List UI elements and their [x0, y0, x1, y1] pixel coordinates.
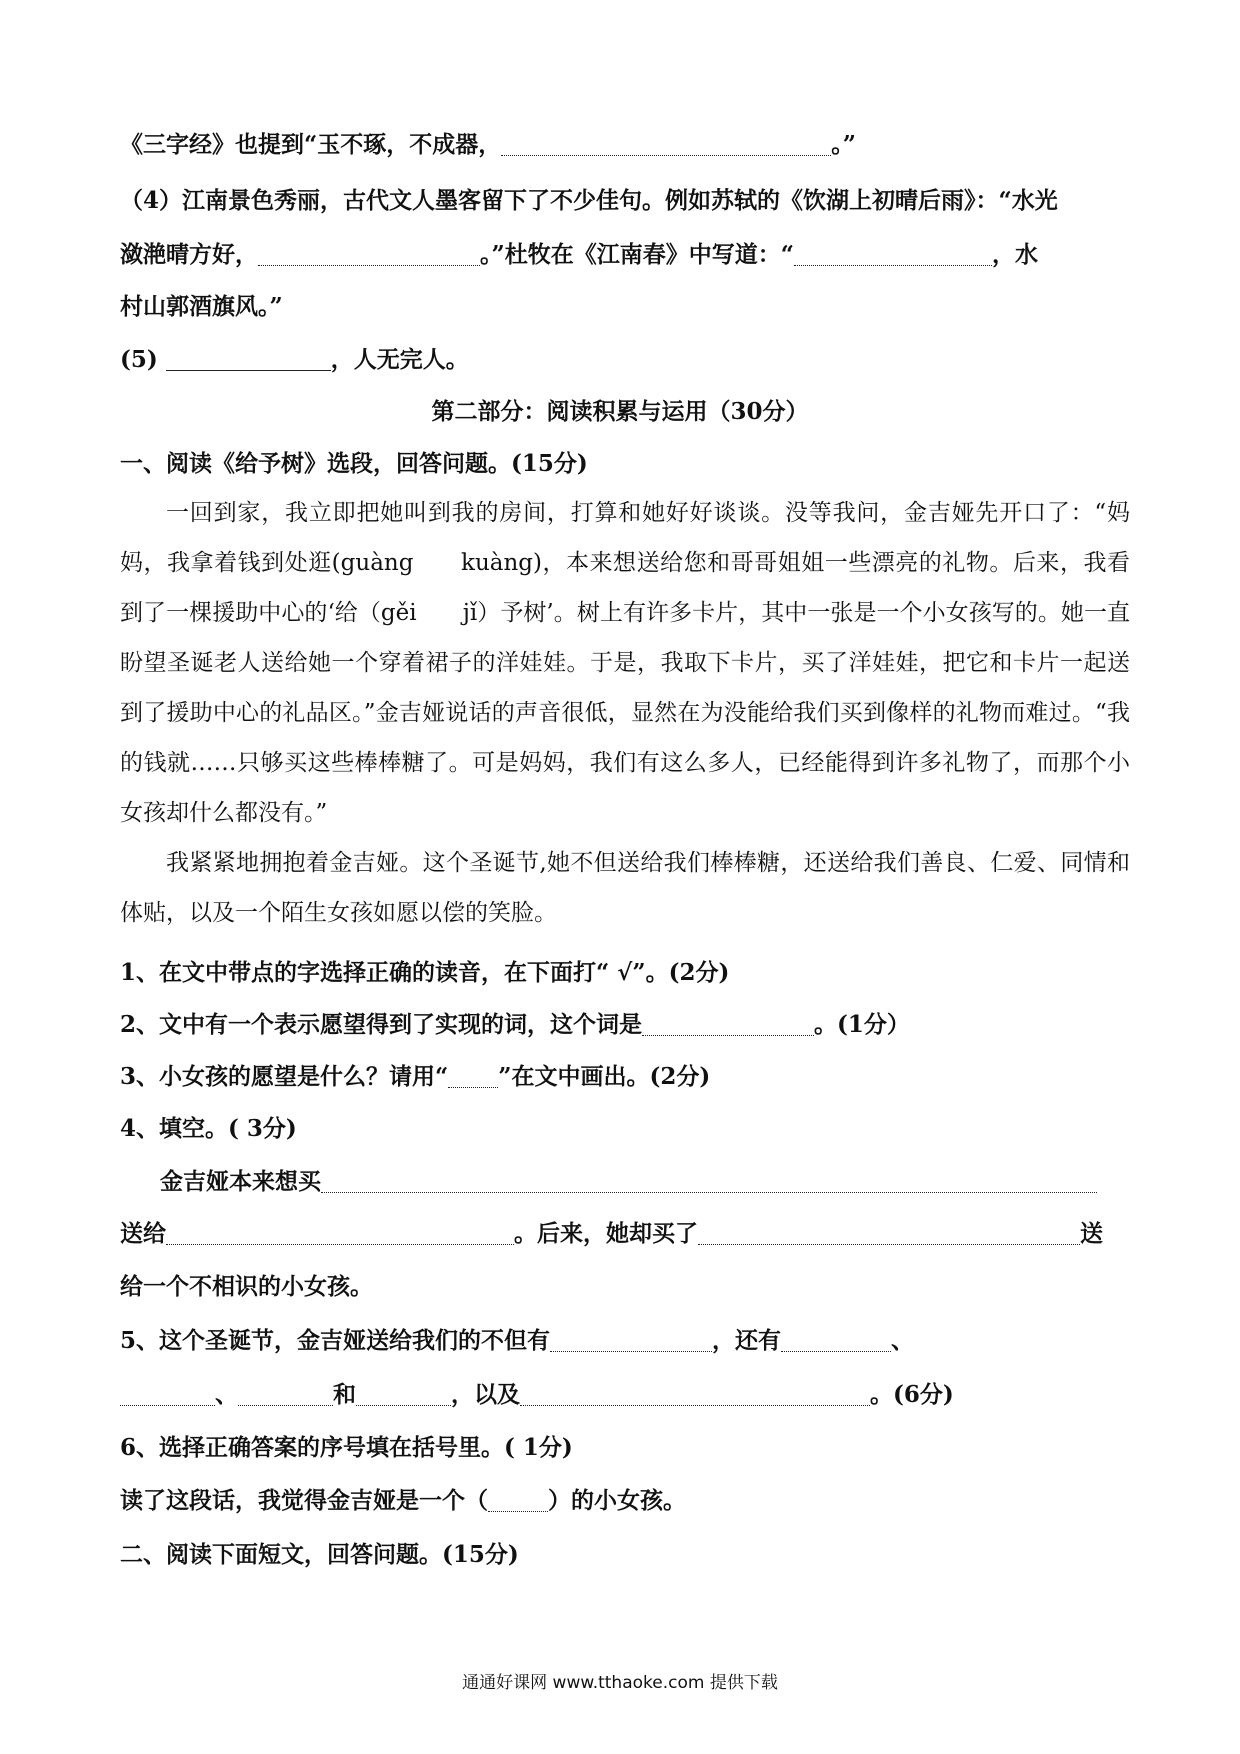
question-4-c: 给一个不相识的小女孩。 [120, 1273, 373, 1300]
question-5-line: (5) ，人无完人。 [120, 346, 469, 373]
answer-blank[interactable] [550, 1329, 712, 1352]
question-4-b: 送给 。后来，她却买了 送 [120, 1220, 1103, 1247]
underline-sample [448, 1065, 498, 1088]
question-5: 5、这个圣诞节，金吉娅送给我们的不但有 ，还有 、 [120, 1327, 915, 1354]
answer-blank[interactable] [120, 1383, 215, 1406]
question-4-line: （4）江南景色秀丽，古代文人墨客留下了不少佳句。例如苏轼的《饮湖上初晴后雨》：“水光 [120, 187, 1058, 214]
question-3: 3、小女孩的愿望是什么？请用“ ”在文中画出。(2分) [120, 1063, 711, 1090]
answer-blank[interactable] [321, 1170, 1097, 1193]
line-sanzijing: 《三字经》也提到“玉不琢，不成器， 。” [120, 131, 856, 158]
answer-blank[interactable] [166, 1222, 514, 1245]
answer-blank[interactable] [642, 1013, 814, 1036]
reading-1-title: 一、阅读《给予树》选段，回答问题。(15分) [120, 450, 588, 477]
passage-paragraph-1: 一回到家，我立即把她叫到我的房间，打算和她好好谈谈。没等我问，金吉娅先开口了：“妈妈，我拿着钱到处逛(guàng kuàng)，本来想送给您和哥哥姐姐一些漂亮的礼物。后来，我看到了一棵援助中心的‘给（gěi jǐ）予树’。树上有许多卡片，其中一张是一个小女孩写的。她一直盼望圣诞老人送给她一个穿着裙子的洋娃娃。于是，我取下卡片，买了洋娃娃，把它和卡片一起送到了援助中心的礼品区。”金吉娅说话的声音很低，显然在为没能给我们买到像样的礼物而难过。“我的钱就……只够买这些棒棒糖了。可是妈妈，我们有这么多人，已经能得到许多礼物了，而那个小女孩却什么都没有。” [120, 500, 1130, 826]
answer-blank[interactable] [258, 243, 480, 266]
question-2: 2、文中有一个表示愿望得到了实现的词，这个词是 。(1分） [120, 1011, 910, 1038]
question-4-a: 金吉娅本来想买 [120, 1167, 1130, 1197]
reading-2-title: 二、阅读下面短文，回答问题。(15分) [120, 1541, 519, 1568]
answer-blank[interactable] [356, 1383, 451, 1406]
question-5-b: 、 和 ，以及 。(6分) [120, 1380, 1130, 1410]
question-6-sub: 读了这段话，我觉得金吉娅是一个（ ）的小女孩。 [120, 1487, 686, 1514]
question-4: 4、填空。( 3分) [120, 1115, 297, 1142]
answer-blank[interactable] [166, 348, 331, 371]
section-2-heading: 第二部分：阅读积累与运用（30分） [431, 398, 809, 425]
answer-blank[interactable] [781, 1329, 891, 1352]
answer-blank[interactable] [794, 243, 992, 266]
passage [120, 488, 1130, 938]
answer-blank[interactable] [488, 1489, 548, 1512]
answer-blank[interactable] [698, 1222, 1080, 1245]
question-6: 6、选择正确答案的序号填在括号里。( 1分) [120, 1434, 573, 1461]
answer-blank[interactable] [238, 1383, 333, 1406]
question-4-line-2: 潋滟晴方好， 。”杜牧在《江南春》中写道：“ ，水 [120, 241, 1038, 268]
passage-paragraph-2: 我紧紧地拥抱着金吉娅。这个圣诞节,她不但送给我们棒棒糖，还送给我们善良、仁爱、同情和体贴，以及一个陌生女孩如愿以偿的笑脸。 [120, 850, 1130, 926]
question-4-line-3: 村山郭酒旗风。” [120, 293, 283, 320]
question-1: 1、在文中带点的字选择正确的读音，在下面打“ √”。(2分) [120, 959, 730, 986]
answer-blank[interactable] [520, 1383, 870, 1406]
answer-blank[interactable] [501, 133, 831, 156]
footer-credit: 通通好课网 www.tthaoke.com 提供下载 [462, 1673, 778, 1693]
